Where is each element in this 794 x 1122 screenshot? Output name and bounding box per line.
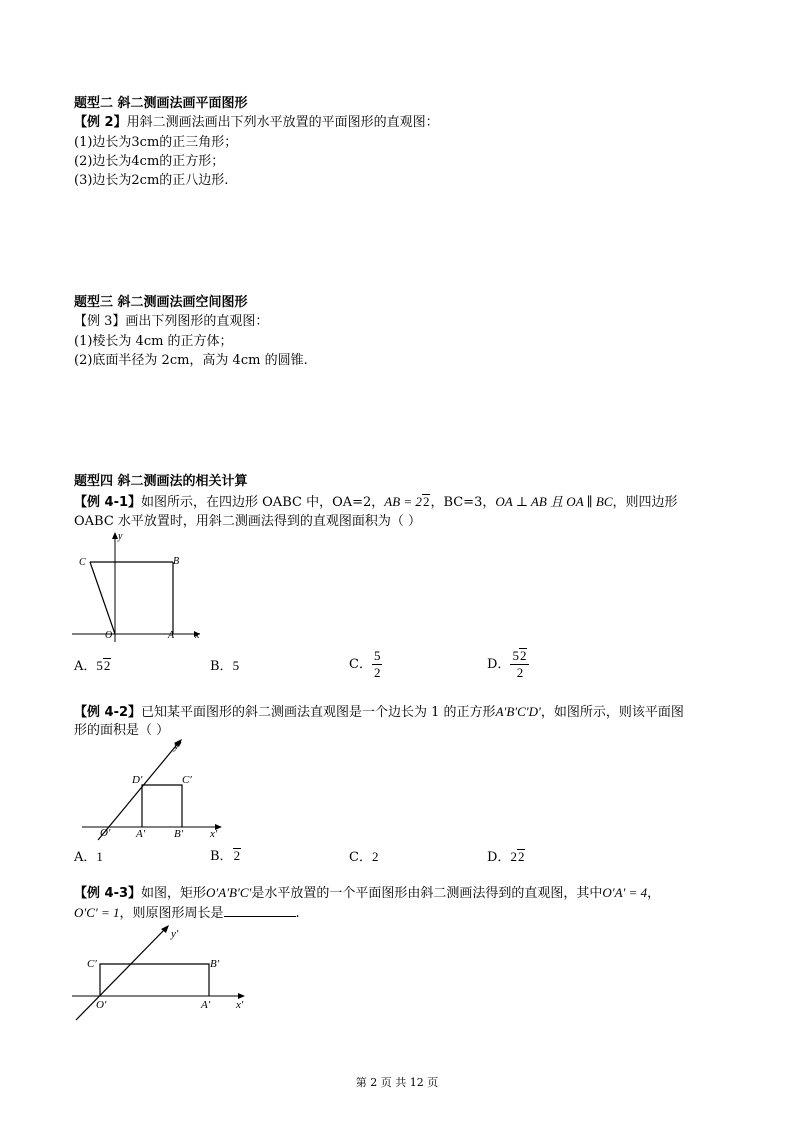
example-4-2-option-b [210, 848, 241, 866]
example-3-prompt [74, 313, 268, 331]
example-4-3-period: . [295, 906, 300, 921]
fig3-label-A: A′ [201, 999, 211, 1011]
example-2-item-3: (3)边长为2cm的正八边形. [74, 173, 229, 188]
option-c-fraction [372, 648, 383, 681]
example-4-3-rect-name: O′A′B′C′ [206, 885, 252, 900]
example-4-1-text-a: 如图所示，在四边形 OABC 中，OA=2， [141, 495, 385, 510]
example-3-tag: 【例 3】 [74, 314, 126, 329]
option-a-value: 1 [96, 849, 103, 864]
fig1-label-x: x [195, 630, 200, 641]
example-4-3-figure [70, 922, 255, 1025]
example-4-2-text-b: ，如图所示，则该平面图 [540, 705, 684, 720]
example-4-1-tag: 【例 4-1】 [74, 495, 142, 510]
example-4-2-tag: 【例 4-2】 [74, 705, 142, 720]
example-4-1-option-d [487, 648, 529, 681]
example-3-item-1: (1)棱长为 4cm 的正方体； [74, 334, 233, 349]
example-4-1-line-2: OABC 水平放置时，用斜二测画法得到的直观图面积为（ ） [74, 514, 422, 529]
example-4-3-text-d: ，则原图形周长是 [119, 906, 224, 921]
example-4-1-option-b [210, 657, 239, 676]
fig1-label-y: y [118, 531, 123, 542]
example-4-1-relation: OA ⊥ AB 且 OA ∥ BC [495, 494, 613, 509]
example-4-1-text-b: ，BC=3， [430, 495, 496, 510]
example-2-item-2: (2)边长为4cm的正方形； [74, 154, 225, 169]
example-4-2-figure [80, 737, 230, 842]
example-4-3-line-2 [74, 904, 300, 923]
example-4-2-option-c [349, 848, 378, 867]
fig3-label-O: O′ [96, 999, 107, 1011]
example-4-1-ab-eq: AB = 2 [384, 494, 422, 509]
section-2-heading: 题型二 斜二测画法画平面图形 [74, 96, 248, 111]
answer-blank[interactable] [224, 904, 296, 917]
fig1-label-B: B [173, 556, 180, 567]
example-2-text: 用斜二测画法画出下列水平放置的平面图形的直观图： [126, 115, 439, 130]
example-4-2-option-d [487, 848, 525, 867]
option-d-label: D． [487, 657, 511, 672]
example-4-3-text-b: 是水平放置的一个平面图形由斜二测画法得到的直观图，其中 [251, 886, 603, 901]
option-d-coef: 2 [510, 849, 517, 864]
example-3-text: 画出下列图形的直观图： [125, 314, 269, 329]
option-d-coef: 5 [512, 648, 519, 663]
option-d-denominator: 2 [516, 665, 524, 680]
fig1-label-O: O [105, 630, 113, 641]
section-4-heading: 题型四 斜二测画法的相关计算 [74, 474, 248, 489]
option-c-numerator: 5 [373, 648, 381, 663]
option-a-coef: 5 [96, 658, 103, 673]
fig2-label-y: y′ [174, 740, 182, 752]
page-footer: 第 2 页 共 12 页 [355, 1076, 439, 1089]
example-4-3-text-c: ， [647, 886, 661, 901]
example-4-2-line-2: 形的面积是（ ） [74, 723, 170, 738]
option-d-label: D． [487, 850, 511, 865]
example-4-3-tag: 【例 4-3】 [74, 886, 142, 901]
option-c-value: 2 [371, 849, 379, 864]
fig3-label-B: B′ [210, 958, 220, 970]
example-4-1-figure [70, 530, 210, 645]
example-4-1-option-c [349, 648, 382, 681]
fig2-label-A: A′ [136, 828, 146, 840]
fig2-label-D: D′ [132, 774, 143, 786]
example-4-2-line-1 [74, 703, 684, 722]
fig2-label-C: C′ [182, 774, 192, 786]
example-4-2-text: 已知某平面图形的斜二测画法直观图是一个边长为 1 的正方形 [141, 705, 496, 720]
fig2-label-x: x′ [210, 828, 218, 840]
option-d-radicand: 2 [519, 648, 527, 663]
example-4-1-text-d: ，则四边形 [612, 495, 678, 510]
option-b-radicand: 2 [233, 848, 241, 863]
option-c-label: C． [349, 850, 372, 865]
fig3-label-y: y′ [171, 928, 179, 940]
fig3-label-x: x′ [236, 999, 244, 1011]
example-4-3-oc-eq: O′C′ = 1 [74, 905, 120, 920]
example-4-3-line-1 [74, 884, 660, 903]
example-2-item-1: (1)边长为3cm的正三角形； [74, 135, 238, 150]
fig2-label-B: B′ [174, 828, 184, 840]
example-4-2-option-a [74, 848, 103, 867]
option-a-label: A． [74, 659, 97, 674]
section-3-heading: 题型三 斜二测画法画空间图形 [74, 295, 248, 310]
example-4-1-sqrt: 2 [422, 494, 430, 509]
example-3-item-2: (2)底面半径为 2cm，高为 4cm 的圆锥. [74, 353, 308, 368]
option-d-radicand: 2 [517, 849, 525, 864]
option-b-label: B． [210, 659, 233, 674]
option-b-value: 5 [232, 658, 240, 673]
option-c-label: C． [349, 657, 372, 672]
example-2-prompt [74, 114, 439, 132]
fig2-label-O: O′ [100, 827, 111, 839]
fig1-label-C: C [79, 557, 86, 568]
fig1-label-A: A [168, 630, 175, 641]
example-4-1-line-1 [74, 493, 678, 512]
option-a-label: A． [74, 850, 97, 865]
example-4-1-option-a [74, 657, 111, 676]
option-a-radicand: 2 [103, 658, 111, 673]
example-4-3-oa-eq: O′A′ = 4 [602, 885, 648, 900]
option-d-fraction [510, 648, 529, 681]
fig3-label-C: C′ [87, 958, 97, 970]
example-4-3-text: 如图，矩形 [141, 886, 207, 901]
option-b-label: B． [210, 849, 233, 864]
option-c-denominator: 2 [373, 665, 381, 680]
example-2-tag: 【例 2】 [74, 115, 127, 130]
example-4-2-square-name: A′B′C′D′ [495, 704, 541, 719]
